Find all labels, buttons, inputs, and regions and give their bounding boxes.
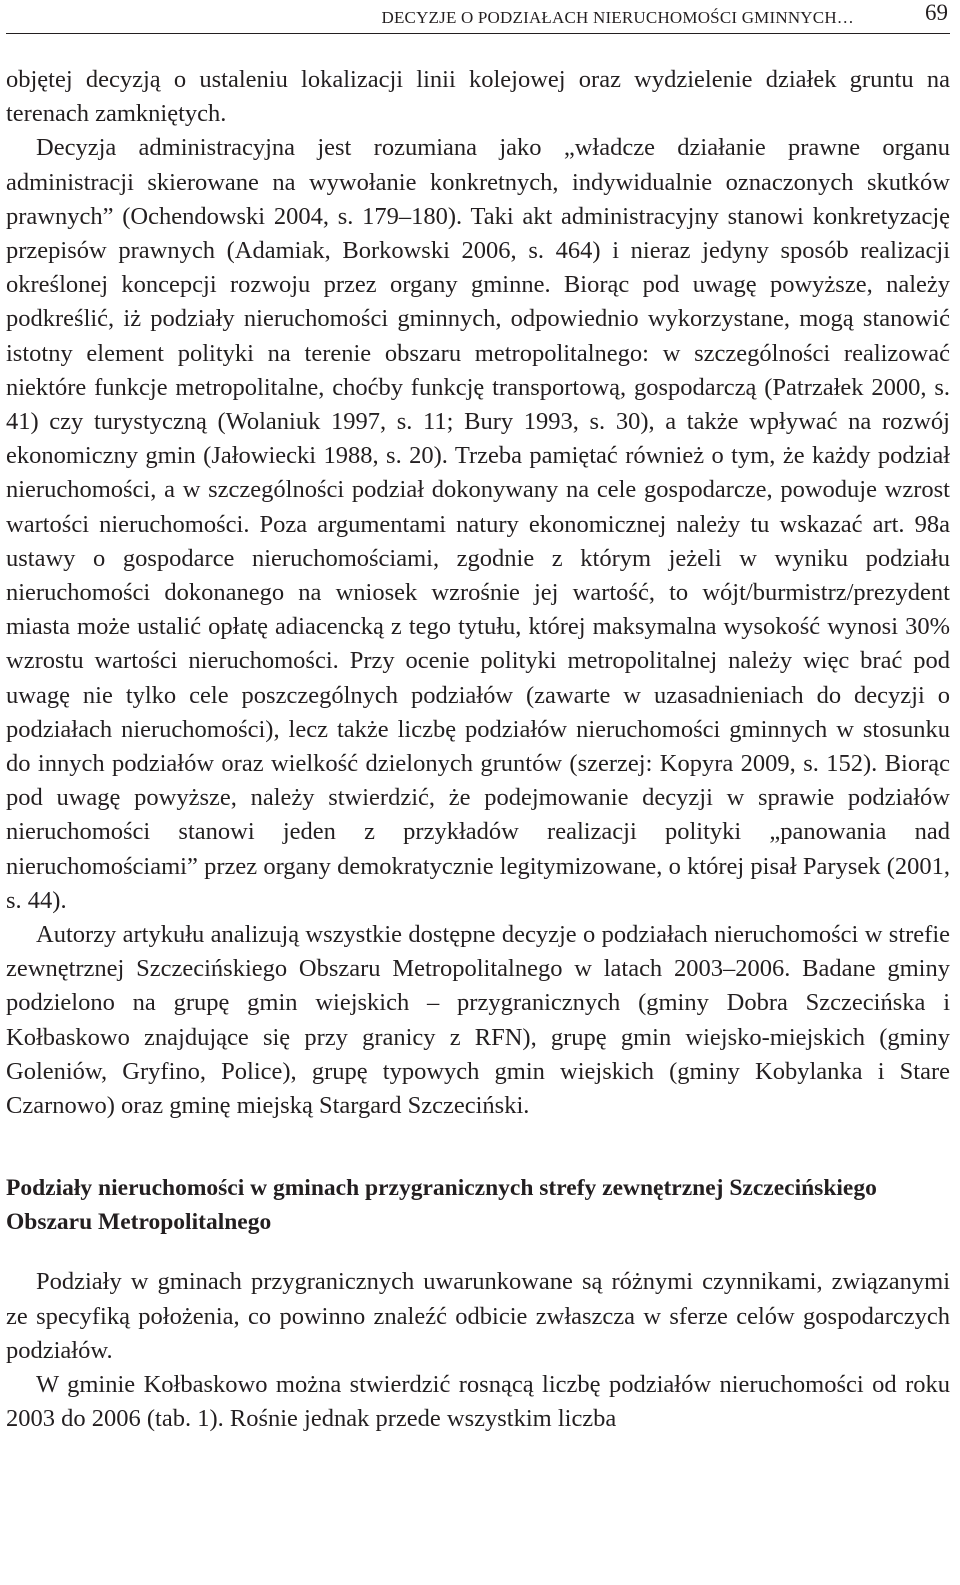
section-heading: Podziały nieruchomości w gminach przygranicznych strefy zewnętrznej Szczecińskiego Obszaru Metropolitalnego: [6, 1175, 877, 1236]
paragraph: Decyzja administracyjna jest rozumiana jako „władcze działanie prawne organu administracji skierowane na wywołanie konkretnych, indywidualnie oznaczonych skutków prawnych” (Ochendowski 2004, s. 179–180). Taki akt administracyjny stanowi konkretyzację przepisów prawnych (Adamiak, Borkowski 2006, s. 464) i nieraz jedyny sposób realizacji określonej koncepcji rozwoju przez organy gminne. Biorąc pod uwagę powyższe, należy podkreślić, iż podziały nieruchomości gminnych, odpowiednio wykorzystane, mogą stanowić istotny element polityki na terenie obszaru metropolitalnego: w szczególności realizować niektóre funkcje metropolitalne, choćby funkcję transportową, gospodarczą (Patrzałek 2000, s. 41) czy turystyczną (Wolaniuk 1997, s. 11; Bury 1993, s. 30), a także wpływać na rozwój ekonomiczny gmin (Jałowiecki 1988, s. 20). Trzeba pamiętać również o tym, że każdy podział nieruchomości, a w szczególności podział dokonywany na cele gospodarcze, powoduje wzrost wartości nieruchomości. Poza argumentami natury ekonomicznej należy tu wskazać art. 98a ustawy o gospodarce nieruchomościami, zgodnie z którym jeżeli w wyniku podziału nieruchomości dokonanego na wniosek wzrośnie jej wartość, to wójt/burmistrz/prezydent miasta może ustalić opłatę adiacencką z tego tytułu, której maksymalna wysokość wynosi 30% wzrostu wartości nieruchomości. Przy ocenie polityki metropolitalnej należy więc brać pod uwagę nie tylko cele poszczególnych podziałów (zawarte w uzasadnieniach do decyzji o podziałach nieruchomości), lecz także liczbę podziałów nieruchomości gminnych w stosunku do innych podziałów oraz wielkość dzielonych gruntów (szerzej: Kopyra 2009, s. 152). Biorąc pod uwagę powyższe, należy stwierdzić, że podejmowanie decyzji w sprawie podziałów nieruchomości stanowi jeden z przykładów realizacji polityki „panowania nad nieruchomościami” przez organy demokratycznie legitymizowane, o której pisał Parysek (2001, s. 44).: [6, 134, 950, 914]
body-text: [6, 63, 950, 1436]
paragraph: Autorzy artykułu analizują wszystkie dostępne decyzje o podziałach nieruchomości w strefie zewnętrznej Szczecińskiego Obszaru Metropolitalnego w latach 2003–2006. Badane gminy podzielono na grupę gmin wiejskich – przygranicznych (gminy Dobra Szczecińska i Kołbaskowo znajdujące się przy granicy z RFN), grupę gmin wiejsko-miejskich (gminy Goleniów, Gryfino, Police), grupę typowych gmin wiejskich (gminy Kobylanka i Stare Czarnowo) oraz gminę miejską Stargard Szczeciński.: [6, 921, 950, 1120]
page-number: 69: [925, 0, 948, 25]
running-title: DECYZJE O PODZIAŁACH NIERUCHOMOŚCI GMINNYCH…: [381, 8, 854, 27]
paragraph: W gminie Kołbaskowo można stwierdzić rosnącą liczbę podziałów nieruchomości od roku 2003 do 2006 (tab. 1). Rośnie jednak przede wszystkim liczba: [6, 1370, 950, 1433]
paragraph-continued: objętej decyzją o ustaleniu lokalizacji linii kolejowej oraz wydzielenie działek gruntu na terenach zamkniętych.: [6, 66, 950, 128]
paragraph: Podziały w gminach przygranicznych uwarunkowane są różnymi czynnikami, związanymi ze specyfiką położenia, co powinno znaleźć odbicie zwłaszcza w sferze celów gospodarczych podziałów.: [6, 1268, 950, 1364]
running-header: [6, 0, 950, 34]
